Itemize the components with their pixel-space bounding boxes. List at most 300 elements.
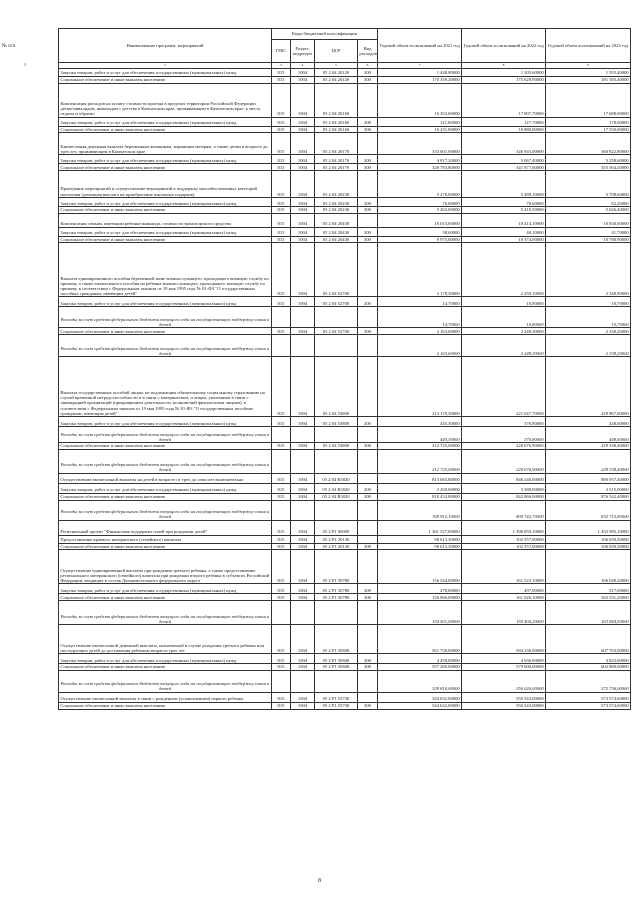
cell-grbs: 815 <box>272 126 291 133</box>
cell-v3: 448,60000 <box>546 427 631 443</box>
cell-v2: 1 505,60000 <box>462 68 546 76</box>
cell-vr <box>358 335 378 357</box>
cell-name: Социальное обеспечение и иные выплаты населению <box>59 443 272 450</box>
cell-rz: 1004 <box>291 227 315 236</box>
cell-v2: 16 880,00000 <box>462 126 546 133</box>
cell-v2: 5 410,50000 <box>462 206 546 213</box>
cell-v3: 163 844,50000 <box>546 601 631 625</box>
cell-rz: 1004 <box>291 664 315 671</box>
cell-v3: 165 531,20000 <box>546 594 631 601</box>
cell-v1: 445,30000 <box>378 427 462 443</box>
cell-vr <box>358 692 378 702</box>
cell-grbs: 815 <box>272 654 291 664</box>
cell-rz: 1004 <box>291 702 315 709</box>
cell-rz: 1004 <box>291 164 315 171</box>
cell-v2: 10 414,10000 <box>462 213 546 227</box>
cell-rz: 1004 <box>291 520 315 535</box>
cell-name: Расходы за счет средств федерального бюджета текущего года на государственную поддержку семьи и детей <box>59 500 272 520</box>
cell-rz: 1004 <box>291 243 315 297</box>
cell-v1: 212 725,00000 <box>378 443 462 450</box>
cell-vr: 200 <box>358 654 378 664</box>
table-row <box>59 417 631 427</box>
cell-v2: 497,00000 <box>462 584 546 594</box>
table-row <box>59 297 631 307</box>
cell-rz: 1004 <box>291 692 315 702</box>
cell-v1: 445,30000 <box>378 417 462 427</box>
cell-vr: 300 <box>358 164 378 171</box>
table-row <box>59 664 631 671</box>
table-row <box>59 500 631 520</box>
cell-v3: 10 830,60000 <box>546 213 631 227</box>
cell-v3: 607 703,00000 <box>546 625 631 654</box>
cell-v2: 2 259,10000 <box>462 243 546 297</box>
cell-v2: 127,70000 <box>462 117 546 126</box>
cell-csr: 05 2 04 53800 <box>315 443 358 450</box>
cell-grbs: 815 <box>272 702 291 709</box>
column-number: 4 <box>291 63 315 69</box>
table-row <box>59 550 631 584</box>
column-group-codes: Коды бюджетной классификации <box>272 29 378 40</box>
cell-rz: 1004 <box>291 76 315 83</box>
cell-v2: 370,80000 <box>462 427 546 443</box>
cell-rz: 1004 <box>291 543 315 550</box>
cell-rz <box>291 427 315 443</box>
cell-csr: 05 2 04 20170 <box>315 155 358 164</box>
column-header-2021: Годовой объем ассигнований на 2021 год <box>378 29 462 63</box>
cell-v3: 106 659,30000 <box>546 543 631 550</box>
cell-v2: 550 543,00000 <box>462 692 546 702</box>
cell-v2: 1 398 859,10000 <box>462 520 546 535</box>
cell-grbs: 815 <box>272 213 291 227</box>
column-number: 7 <box>378 63 462 69</box>
cell-v3: 5 708,60000 <box>546 170 631 197</box>
cell-csr: 05 2 04 20170 <box>315 133 358 155</box>
cell-v3: 41,70000 <box>546 227 631 236</box>
cell-rz: 1004 <box>291 297 315 307</box>
cell-vr <box>358 307 378 328</box>
cell-v2: 800 742,70000 <box>462 500 546 520</box>
cell-v3: 10 788,90000 <box>546 236 631 243</box>
cell-grbs: 815 <box>272 155 291 164</box>
cell-grbs: 815 <box>272 170 291 197</box>
column-header-razdel: Раздел, подраздел <box>291 39 315 63</box>
cell-v1: 156 544,00000 <box>378 550 462 584</box>
cell-vr: 300 <box>358 543 378 550</box>
table-row <box>59 133 631 155</box>
cell-vr: 300 <box>358 126 378 133</box>
table-body <box>59 68 631 709</box>
cell-v1: 154 501,00000 <box>378 601 462 625</box>
cell-name: Социальное обеспечение и иные выплаты населению <box>59 543 272 550</box>
cell-vr: 200 <box>358 197 378 206</box>
table-row <box>59 206 631 213</box>
cell-v1: 3 250,00000 <box>378 483 462 493</box>
table-row <box>59 670 631 692</box>
cell-csr: 05 2 P1 55730 <box>315 702 358 709</box>
cell-vr: 300 <box>358 702 378 709</box>
cell-csr <box>315 670 358 692</box>
column-number: 1 <box>23 61 27 67</box>
cell-v3: 2 338,20000 <box>546 328 631 335</box>
cell-v1: 5 202,00000 <box>378 206 462 213</box>
cell-name: Расходы за счет средств федерального бюджета текущего года на государственную поддержку семьи и детей <box>59 307 272 328</box>
cell-name: Осуществление единовременной выплаты при рождении третьего ребенка, а также предоставление регионального материнского (семейного) капитала при рождении второго ребенка в субъектах Российской Федерации, входящих в состав Дальневосточного федерального округа <box>59 550 272 584</box>
column-header-csr: ЦСР <box>315 39 358 63</box>
cell-grbs <box>272 500 291 520</box>
cell-v1: 16 353,60000 <box>378 83 462 117</box>
cell-v2: 846 246,00000 <box>462 473 546 483</box>
table-row <box>59 68 631 76</box>
column-number: 8 <box>462 63 546 69</box>
cell-v1: 14,70000 <box>378 297 462 307</box>
cell-rz <box>291 449 315 473</box>
cell-csr: 05 2 04 53800 <box>315 357 358 417</box>
cell-rz: 1004 <box>291 483 315 493</box>
cell-rz: 1004 <box>291 594 315 601</box>
cell-csr: 05 2 04 20430 <box>315 227 358 236</box>
cell-v3: 5 626,40000 <box>546 206 631 213</box>
cell-csr: 05 2 04 20430 <box>315 213 358 227</box>
cell-csr: 05 2 04 53800 <box>315 417 358 427</box>
cell-v2: 221 047,70000 <box>462 357 546 417</box>
cell-rz <box>291 307 315 328</box>
cell-vr: 200 <box>358 227 378 236</box>
cell-v3: 10,70000 <box>546 307 631 328</box>
table-row <box>59 126 631 133</box>
column-number: 3 <box>272 63 291 69</box>
cell-name: Осуществление ежемесячной денежной выплаты, назначаемой в случае рождения третьего ребенка или последующих детей до достижения ребенком возраста трех лет <box>59 625 272 654</box>
cell-v3: 360 822,80000 <box>546 133 631 155</box>
cell-grbs: 815 <box>272 243 291 297</box>
cell-v1: 76,00000 <box>378 197 462 206</box>
cell-grbs: 815 <box>272 68 291 76</box>
table-row <box>59 335 631 357</box>
cell-csr <box>315 601 358 625</box>
cell-csr <box>315 427 358 443</box>
cell-grbs: 815 <box>272 483 291 493</box>
cell-v1: 9 975,00000 <box>378 236 462 243</box>
cell-grbs: 815 <box>272 520 291 535</box>
cell-grbs: 815 <box>272 692 291 702</box>
cell-csr: 05 2 04 20230 <box>315 170 358 197</box>
cell-v1: 16 231,80000 <box>378 126 462 133</box>
cell-v3: 2 348,90000 <box>546 243 631 297</box>
cell-vr <box>358 601 378 625</box>
cell-vr: 200 <box>358 483 378 493</box>
cell-v1: 544 632,00000 <box>378 692 462 702</box>
cell-grbs: 815 <box>272 594 291 601</box>
cell-v2: 5 489,10000 <box>462 170 546 197</box>
cell-grbs: 815 <box>272 206 291 213</box>
cell-v1: 810 433,80000 <box>378 493 462 500</box>
cell-v3: 82,20000 <box>546 197 631 206</box>
cell-vr <box>358 357 378 417</box>
table-row <box>59 535 631 543</box>
cell-v2: 550 543,00000 <box>462 702 546 709</box>
cell-csr: 05 2 P1 50840 <box>315 654 358 664</box>
table-row <box>59 443 631 450</box>
cell-v1: 98 613,30000 <box>378 535 462 543</box>
cell-name: Закупка товаров, работ и услуг для обеспечения государственных (муниципальных) нужд <box>59 197 272 206</box>
cell-v3: 2 338,20000 <box>546 335 631 357</box>
cell-v3: 229 867,00000 <box>546 357 631 417</box>
cell-rz <box>291 601 315 625</box>
cell-vr <box>358 473 378 483</box>
cell-name: Закупка товаров, работ и услуг для обеспечения государственных (муниципальных) нужд <box>59 297 272 307</box>
cell-csr: 05 2 04 52700 <box>315 297 358 307</box>
cell-name: Социальное обеспечение и иные выплаты населению <box>59 236 272 243</box>
cell-rz: 1004 <box>291 133 315 155</box>
cell-name: Закупка товаров, работ и услуг для обеспечения государственных (муниципальных) нужд <box>59 68 272 76</box>
cell-name: Предоставление краевого материнского (семейного) капитала <box>59 535 272 543</box>
cell-rz <box>291 500 315 520</box>
cell-grbs: 815 <box>272 625 291 654</box>
cell-grbs: 815 <box>272 543 291 550</box>
cell-csr: 05 2 04 20170 <box>315 164 358 171</box>
cell-vr <box>358 133 378 155</box>
cell-v2: 4 636,00000 <box>462 654 546 664</box>
cell-vr <box>358 550 378 584</box>
cell-v1: 4 458,00000 <box>378 654 462 664</box>
cell-csr <box>315 449 358 473</box>
cell-grbs: 815 <box>272 417 291 427</box>
cell-name: Закупка товаров, работ и услуг для обеспечения государственных (муниципальных) нужд <box>59 155 272 164</box>
cell-v3: 876 542,40000 <box>546 493 631 500</box>
table-row <box>59 601 631 625</box>
cell-v1: 329 810,00000 <box>378 670 462 692</box>
cell-v2: 102 557,00000 <box>462 535 546 543</box>
cell-grbs <box>272 449 291 473</box>
table-row <box>59 357 631 417</box>
cell-csr <box>315 500 358 520</box>
table-row <box>59 164 631 171</box>
cell-v1: 1 448,80000 <box>378 68 462 76</box>
cell-v1: 813 683,80000 <box>378 473 462 483</box>
cell-vr <box>358 535 378 543</box>
cell-v3: 10,70000 <box>546 297 631 307</box>
cell-csr: 05 2 P1 55730 <box>315 692 358 702</box>
table-row <box>59 236 631 243</box>
cell-name: Социальное обеспечение и иные выплаты населению <box>59 126 272 133</box>
cell-v3: 4 823,00000 <box>546 654 631 664</box>
cell-v2: 40,10000 <box>462 227 546 236</box>
cell-name: Расходы за счет средств федерального бюджета текущего года на государственную поддержку семьи и детей <box>59 670 272 692</box>
cell-vr <box>358 170 378 197</box>
cell-v1: 38,60000 <box>378 227 462 236</box>
table-row <box>59 594 631 601</box>
cell-grbs: 815 <box>272 473 291 483</box>
cell-v1: 2 163,60000 <box>378 328 462 335</box>
table-row <box>59 625 631 654</box>
cell-name: Компенсация семьям, имеющим ребенка-инвалида, стоимости транспортного средства <box>59 213 272 227</box>
cell-name: Закупка товаров, работ и услуг для обеспечения государственных (муниципальных) нужд <box>59 654 272 664</box>
cell-name: Расходы за счет средств федерального бюджета текущего года на государственную поддержку семьи и детей <box>59 449 272 473</box>
cell-vr <box>358 213 378 227</box>
table-row <box>59 584 631 594</box>
cell-grbs: 815 <box>272 236 291 243</box>
cell-name: Выплата государственных пособий лицам, не подлежащим обязательному социальному страхованию на случай временной нетрудоспособности и в связи с материнством, и лицам, уволенным в связи с ликвидацией организаций (прекращением деятельности, полномочий физическими лицами), в соответствии с Федеральным законом от 19 мая 1995 года № 81-ФЗ "О государственных пособиях гражданам, имеющим детей" <box>59 357 272 417</box>
cell-name: Социальное обеспечение и иные выплаты населению <box>59 702 272 709</box>
cell-rz: 1004 <box>291 535 315 543</box>
cell-grbs <box>272 335 291 357</box>
cell-name: Закупка товаров, работ и услуг для обеспечения государственных (муниципальных) нужд <box>59 117 272 126</box>
cell-csr: 05 2 P1 50780 <box>315 594 358 601</box>
table-row <box>59 427 631 443</box>
cell-v3: 573 574,60000 <box>546 692 631 702</box>
cell-v2: 161 026,10000 <box>462 594 546 601</box>
cell-v3: 178,00000 <box>546 117 631 126</box>
table-row <box>59 654 631 664</box>
table-row <box>59 76 631 83</box>
cell-rz: 1004 <box>291 328 315 335</box>
table-row <box>59 520 631 535</box>
cell-v3: 17 550,00000 <box>546 126 631 133</box>
cell-v1: 98 613,30000 <box>378 543 462 550</box>
cell-v2: 175 628,90000 <box>462 76 546 83</box>
cell-csr: 05 2 04 20160 <box>315 126 358 133</box>
cell-rz <box>291 335 315 357</box>
cell-v1: 170 359,20000 <box>378 76 462 83</box>
cell-grbs: 815 <box>272 197 291 206</box>
cell-rz: 1004 <box>291 117 315 126</box>
table-row <box>59 197 631 206</box>
cell-v1: 769 912,10000 <box>378 500 462 520</box>
table-row <box>59 243 631 297</box>
cell-v2: 78,60000 <box>462 197 546 206</box>
cell-v3: 573 574,60000 <box>546 702 631 709</box>
cell-v2: 3 380,00000 <box>462 483 546 493</box>
cell-name: Проведение мероприятий и осуществление мероприятий в поддержку малообеспеченных категорий населения (денежная выплата на приобретение школьных подарков) <box>59 170 272 197</box>
cell-v3: 1 453 985,10000 <box>546 520 631 535</box>
cell-csr: 05 2 P1 50780 <box>315 550 358 584</box>
cell-name: Закупка товаров, работ и услуг для обеспечения государственных (муниципальных) нужд <box>59 417 272 427</box>
cell-v3: 448,60000 <box>546 417 631 427</box>
cell-v3: 229 338,40000 <box>546 449 631 473</box>
table-row <box>59 449 631 473</box>
cell-name: Социальное обеспечение и иные выплаты населению <box>59 493 272 500</box>
cell-grbs: 815 <box>272 83 291 117</box>
cell-rz: 1004 <box>291 68 315 76</box>
cell-rz: 1004 <box>291 197 315 206</box>
cell-rz: 1004 <box>291 493 315 500</box>
cell-vr: 200 <box>358 584 378 594</box>
cell-v1: 14,70000 <box>378 307 462 328</box>
cell-rz: 1004 <box>291 443 315 450</box>
cell-csr: 05 2 04 20230 <box>315 206 358 213</box>
cell-rz: 1004 <box>291 357 315 417</box>
cell-name: Социальное обеспечение и иные выплаты населению <box>59 206 272 213</box>
cell-v1: 10 013,60000 <box>378 213 462 227</box>
cell-csr: 05 2 P1 50780 <box>315 584 358 594</box>
cell-v2: 159 404,20000 <box>462 601 546 625</box>
table-row <box>59 117 631 126</box>
cell-vr <box>358 520 378 535</box>
cell-name: Социальное обеспечение и иные выплаты населению <box>59 164 272 171</box>
cell-csr: 05 2 04 20120 <box>315 68 358 76</box>
table-row <box>59 493 631 500</box>
cell-v1: 5 278,00000 <box>378 170 462 197</box>
cell-name: Расходы за счет средств федерального бюджета текущего года на государственную поддержку семьи и детей <box>59 427 272 443</box>
cell-vr <box>358 427 378 443</box>
cell-csr: 05 2 04 20230 <box>315 197 358 206</box>
cell-v3: 832 715,80000 <box>546 500 631 520</box>
cell-vr: 300 <box>358 206 378 213</box>
cell-grbs <box>272 307 291 328</box>
cell-grbs: 815 <box>272 493 291 500</box>
cell-rz: 1004 <box>291 213 315 227</box>
cell-name: Региональный проект "Финансовая поддержка семей при рождении детей" <box>59 520 272 535</box>
cell-v2: 346 945,00000 <box>462 133 546 155</box>
column-number: 6 <box>358 63 378 69</box>
cell-v3: 181 185,40000 <box>546 76 631 83</box>
cell-v3: 106 659,30000 <box>546 535 631 543</box>
cell-csr: 05 2 P1 50840 <box>315 625 358 654</box>
cell-v1: 2 163,60000 <box>378 335 462 357</box>
cell-vr: 200 <box>358 417 378 427</box>
column-header-vr: Вид расходов <box>358 39 378 63</box>
cell-grbs: 815 <box>272 443 291 450</box>
cell-csr: 05 2 04 20120 <box>315 76 358 83</box>
cell-v3: 3 515,00000 <box>546 483 631 493</box>
cell-csr: 05 2 04 R3020 <box>315 483 358 493</box>
table-row <box>59 543 631 550</box>
cell-v2: 842 866,00000 <box>462 493 546 500</box>
cell-grbs: 815 <box>272 164 291 171</box>
cell-v2: 220 676,90000 <box>462 443 546 450</box>
column-header-grbs: ГРБС <box>272 39 291 63</box>
cell-v2: 220 676,90000 <box>462 449 546 473</box>
page-number: 8 <box>318 878 321 884</box>
column-number: 5 <box>315 63 358 69</box>
cell-vr: 300 <box>358 594 378 601</box>
cell-csr: 05 2 04 20160 <box>315 117 358 126</box>
cell-name: Компенсация расходов на оплату стоимости проезда в пределах территории Российской Федерации детям-инвалидам, инвалидам с детства в Камчатском крае, проживающим в Камчатском крае, к месту отдыха и обратно <box>59 83 272 117</box>
cell-v3: 17 688,00000 <box>546 83 631 117</box>
cell-csr: 05 2 P1 50840 <box>315 664 358 671</box>
cell-rz: 1004 <box>291 654 315 664</box>
cell-csr: 05 2 04 52700 <box>315 328 358 335</box>
cell-v1: 2 178,30000 <box>378 243 462 297</box>
cell-v1: 213 170,30000 <box>378 357 462 417</box>
cell-v3: 166 048,20000 <box>546 550 631 584</box>
cell-v1: 121,80000 <box>378 117 462 126</box>
cell-grbs: 815 <box>272 550 291 584</box>
cell-vr: 200 <box>358 297 378 307</box>
cell-rz: 1004 <box>291 584 315 594</box>
cell-rz: 1004 <box>291 170 315 197</box>
cell-rz: 1004 <box>291 206 315 213</box>
cell-name: Социальное обеспечение и иные выплаты населению <box>59 76 272 83</box>
cell-vr: 200 <box>358 117 378 126</box>
cell-v2: 2 248,30000 <box>462 328 546 335</box>
cell-name: Выплата единовременного пособия беременной жене военнослужащего, проходящего военную службу по призыву, а также ежемесячного пособия на ребенка военнослужащего, проходящего военную службу по призыву, в соответствии с Федеральным законом от 19 мая 1995 года № 81-ФЗ "О государственных пособиях гражданам, имеющим детей" <box>59 243 272 297</box>
cell-v2: 350 026,00000 <box>462 670 546 692</box>
cell-csr: 05 2 04 52700 <box>315 243 358 297</box>
table-row <box>59 307 631 328</box>
cell-v3: 517,00000 <box>546 584 631 594</box>
cell-vr: 300 <box>358 493 378 500</box>
cell-vr: 300 <box>358 236 378 243</box>
table-row <box>59 170 631 197</box>
cell-rz: 1004 <box>291 83 315 117</box>
cell-v3: 372 736,00000 <box>546 670 631 692</box>
column-header-2023: Годовой объем ассигнований на 2023 год <box>546 29 631 63</box>
cell-grbs: 815 <box>272 357 291 417</box>
cell-name: Социальное обеспечение и иные выплаты населению <box>59 594 272 601</box>
cell-v2: 370,80000 <box>462 417 546 427</box>
cell-v3: 355 564,20000 <box>546 164 631 171</box>
cell-v3: 229 338,40000 <box>546 443 631 450</box>
